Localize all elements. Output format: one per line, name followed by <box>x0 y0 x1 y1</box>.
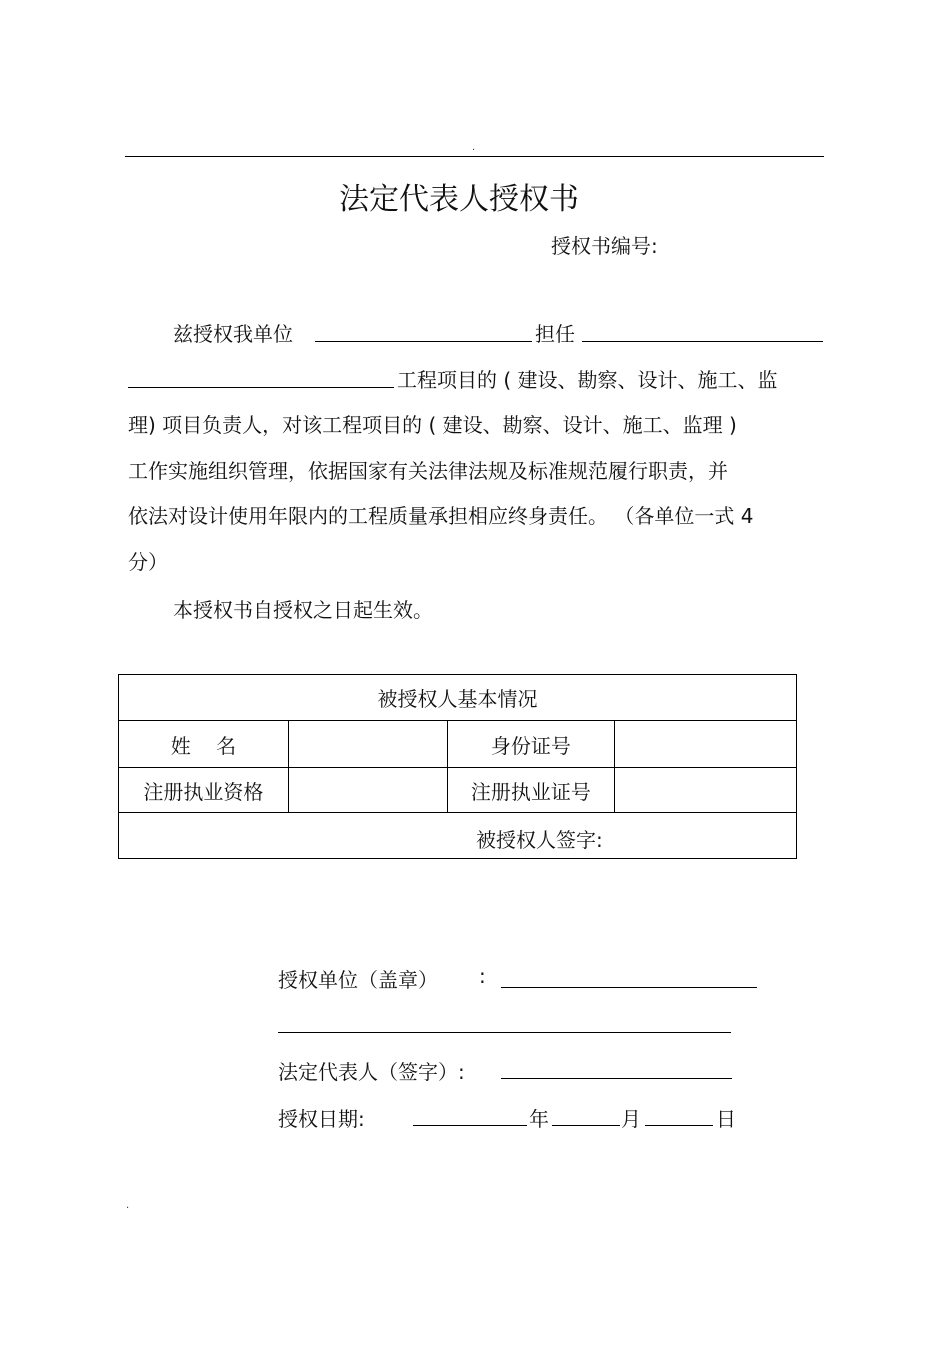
authorizing-unit-colon: : <box>479 964 486 988</box>
certificate-number-label: 注册执业证号 <box>447 768 615 813</box>
authorizing-unit-blank[interactable] <box>501 987 757 988</box>
body-line1-middle: 担任 <box>535 322 575 346</box>
body-line1-prefix: 兹授权我单位 <box>173 322 293 346</box>
page-mark: . <box>472 142 476 153</box>
year-label: 年 <box>529 1107 549 1131</box>
id-number-value-cell[interactable] <box>615 721 797 768</box>
year-blank[interactable] <box>413 1125 527 1126</box>
signature-cell[interactable] <box>119 813 797 859</box>
day-label: 日 <box>716 1107 736 1131</box>
authorizing-unit-label: 授权单位（盖章） <box>278 968 438 992</box>
authorized-person-table <box>118 674 797 859</box>
id-number-label: 身份证号 <box>447 721 615 768</box>
body-line2: 工程项目的 ( 建设、勘察、设计、施工、监 <box>397 368 778 392</box>
document-title: 法定代表人授权书 <box>339 182 579 217</box>
effective-statement: 本授权书自授权之日起生效。 <box>173 598 433 622</box>
project-name-blank[interactable] <box>128 387 394 388</box>
month-blank[interactable] <box>552 1125 620 1126</box>
legal-rep-signature-blank[interactable] <box>501 1078 732 1079</box>
header-rule <box>125 156 824 157</box>
qualification-value-cell[interactable] <box>288 768 447 813</box>
authorization-number-label: 授权书编号: <box>551 234 658 258</box>
body-line5: 依法对设计使用年限内的工程质量承担相应终身责任。 （各单位一式 4 <box>128 504 754 528</box>
name-value-cell[interactable] <box>288 721 447 768</box>
body-line3: 理) 项目负责人，对该工程项目的 ( 建设、勘察、设计、施工、监理 ) <box>128 413 737 437</box>
footer-mark: . <box>126 1200 130 1211</box>
name-label: 姓 名 <box>119 721 289 768</box>
certificate-number-value-cell[interactable] <box>615 768 797 813</box>
day-blank[interactable] <box>645 1125 713 1126</box>
table-header: 被授权人基本情况 <box>119 675 797 721</box>
body-line6: 分） <box>128 550 168 574</box>
authorizing-unit-extra-blank[interactable] <box>278 1032 731 1033</box>
unit-name-blank[interactable] <box>315 341 532 342</box>
body-line4: 工作实施组织管理，依据国家有关法律法规及标准规范履行职责，并 <box>128 459 728 483</box>
position-blank[interactable] <box>582 341 823 342</box>
date-label: 授权日期: <box>278 1107 365 1131</box>
legal-rep-label: 法定代表人（签字）: <box>278 1060 465 1084</box>
qualification-label: 注册执业资格 <box>119 768 289 813</box>
signature-label: 被授权人签字: <box>476 828 603 852</box>
month-label: 月 <box>621 1107 641 1131</box>
